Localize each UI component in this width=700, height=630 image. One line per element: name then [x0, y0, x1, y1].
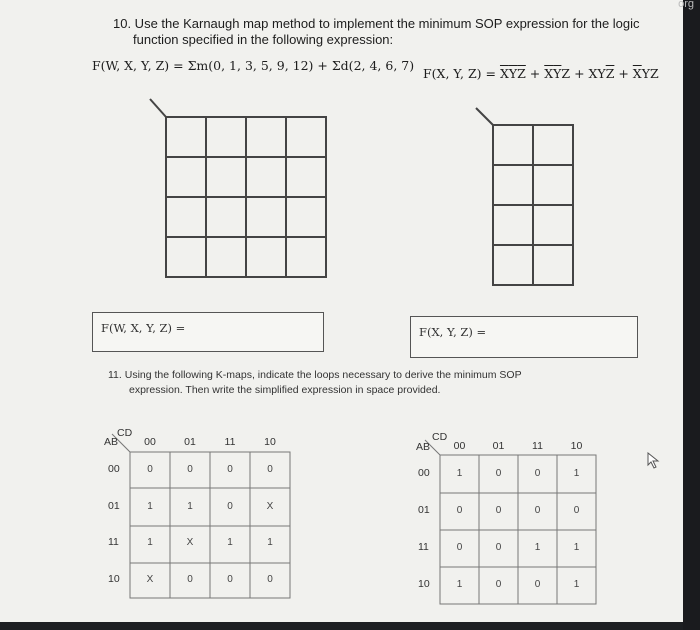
kmap_right-row-header: 10 [418, 578, 430, 591]
expression-2-term-4: $\overline{X}YZ$ [632, 66, 659, 81]
kmap_right-cell: 0 [495, 504, 502, 516]
kmap_right-cell: 0 [495, 467, 502, 479]
kmap_left-row-header: 10 [108, 572, 120, 585]
kmap_left-col-header: 01 [184, 436, 196, 448]
kmap_left-cell: 0 [227, 464, 233, 476]
kmap_left-col-header: 00 [144, 436, 156, 448]
kmap_right-row-var: AB [416, 441, 431, 453]
kmap_right-cell: 0 [495, 542, 502, 554]
kmap_right-cell: 1 [456, 579, 463, 591]
kmap_right-cell: 1 [573, 542, 580, 554]
window-edge [678, 0, 700, 630]
kmap_left-cell: X [186, 537, 194, 549]
kmap_left-cell: 1 [267, 537, 273, 549]
kmap_left-cell: 0 [227, 573, 233, 585]
kmap_left-cell: 0 [267, 464, 273, 476]
kmap_left-col-header: 11 [224, 436, 236, 448]
kmap_left-cell: 0 [227, 500, 233, 512]
kmap_left-col-header: 10 [264, 436, 276, 448]
kmap_right-cell: 0 [534, 467, 541, 479]
empty-kmap-4var [150, 99, 326, 277]
kmap_right-col-header: 00 [453, 440, 466, 452]
kmap_right-col-header: 10 [570, 440, 583, 452]
kmap_right-cell: 0 [456, 504, 463, 516]
kmap_left-cell: 0 [187, 464, 193, 476]
question-10-subtitle: function specified in the following expression: [133, 32, 394, 47]
expression-2-term-1: $\overline{X}\overline{Y}\overline{Z}$ [499, 66, 526, 81]
kmap_left-cell: 0 [187, 573, 193, 585]
empty-kmap-3var [476, 108, 573, 285]
expression-2-term-2: $\overline{X}\overline{Y}Z$ [544, 66, 571, 81]
kmap_right-cell: 0 [534, 579, 541, 591]
kmap_right-row-header: 00 [418, 466, 430, 479]
kmap_left-cell: X [146, 573, 154, 585]
kmap_left-cell: 1 [147, 500, 153, 512]
kmap_right-row-header: 01 [418, 503, 430, 516]
kmap_left-cell: 1 [187, 500, 193, 512]
expression-2-term-3: $XY\overline{Z}$ [588, 66, 615, 81]
kmap_left-row-var: AB [104, 436, 119, 448]
expression-1-rhs: Σm(0, 1, 3, 5, 9, 12) + Σd(2, 4, 6, 7) [187, 58, 415, 73]
kmap_right-col-header: 11 [532, 440, 543, 452]
kmap_left-cell: 0 [267, 573, 273, 585]
kmap_left-col-var: CD [117, 427, 133, 439]
expression-2-lhs: F(X, Y, Z) = [423, 66, 500, 81]
kmap_right-cell: 1 [573, 579, 580, 591]
kmap_right-col-header: 01 [492, 440, 505, 452]
kmap_right-cell: 0 [495, 579, 502, 591]
kmap_left-cell: X [266, 500, 274, 512]
kmap_left-cell: 0 [147, 464, 153, 476]
kmap_right-row-header: 11 [418, 541, 429, 554]
expression-2: F(X, Y, $Z) = \overline{X}\overline{Y}\overline{Z} + \overline{X}\overline{Y}Z + XY\overline{Z} + \overline{X}YZ$ [423, 66, 659, 81]
question-11-line-1: 11. Using the following K-maps, indicate the loops necessary to derive the minimum SOP [108, 369, 522, 381]
expression-1-lhs: F(W, X, Y, Z) = [92, 58, 188, 73]
kmap_right-cell: 1 [573, 467, 580, 479]
question-10-title: 10. Use the Karnaugh map method to implement the minimum SOP expression for the logic [113, 16, 640, 31]
kmap_right-cell: 0 [573, 504, 580, 516]
kmap_right-cell: 1 [456, 467, 463, 479]
kmap_left-row-header: 11 [108, 536, 119, 549]
kmap_right-cell: 0 [456, 542, 463, 554]
kmap_left-row-header: 01 [108, 499, 120, 512]
kmap_right-cell: 1 [534, 542, 541, 554]
answer-box-2-label: F(X, Y, Z) = [419, 325, 487, 339]
question-11-line-2: expression. Then write the simplified expression in space provided. [129, 384, 441, 396]
answer-box-1-label: F(W, X, Y, Z) = [101, 321, 186, 335]
kmap_right-cell: 0 [534, 504, 541, 516]
kmap_left-cell: 1 [147, 537, 153, 549]
corner-glyph: org [678, 0, 694, 10]
kmap_right-col-var: CD [432, 431, 448, 443]
kmap_left-row-header: 00 [108, 463, 120, 476]
kmap_left-cell: 1 [227, 537, 233, 549]
